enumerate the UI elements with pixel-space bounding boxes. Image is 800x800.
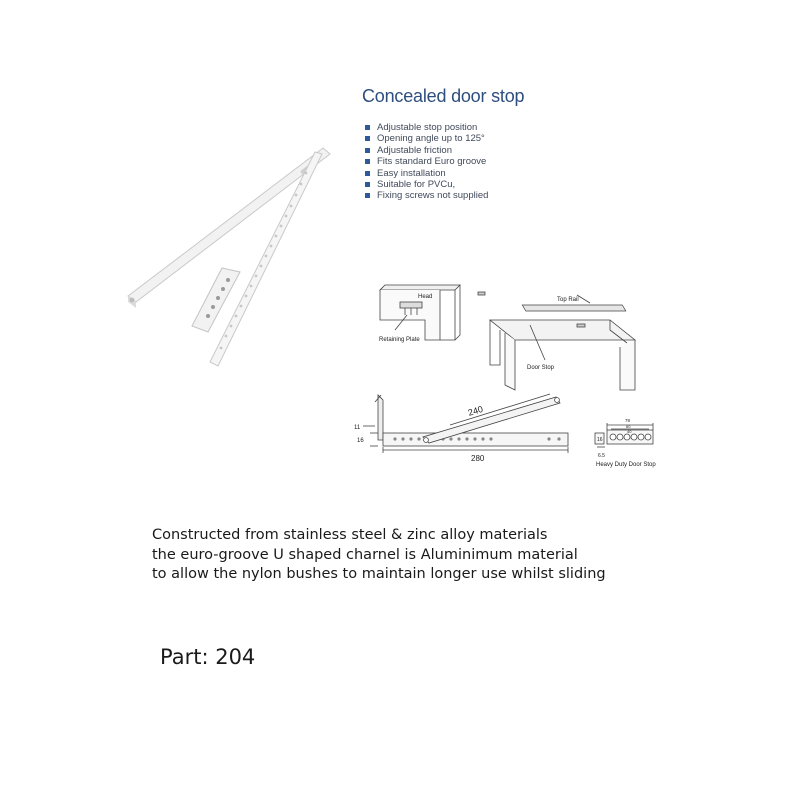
feature-item: Fixing screws not supplied: [365, 190, 488, 201]
feature-list: [365, 122, 488, 202]
feature-item: Adjustable stop position: [365, 122, 488, 133]
dim-60: 60: [626, 424, 631, 429]
description-line: to allow the nylon bushes to maintain longer use whilst sliding: [152, 566, 606, 582]
installation-diagram: [345, 275, 680, 475]
bullet-icon: [365, 148, 370, 153]
dim-6-5: 6.5: [598, 453, 605, 459]
feature-item: Easy installation: [365, 168, 488, 179]
product-title: Concealed door stop: [362, 86, 525, 106]
euro-groove-channel: [210, 152, 322, 366]
product-description: [152, 526, 606, 585]
part-number: Part: 204: [160, 645, 256, 669]
description-line: the euro-groove U shaped charnel is Aluminimum material: [152, 546, 578, 563]
feature-item: Fits standard Euro groove: [365, 156, 488, 167]
dim-16b: 16: [597, 437, 603, 443]
bullet-icon: [365, 171, 370, 176]
dim-11: 11: [354, 425, 361, 431]
dim-78: 78: [625, 418, 631, 423]
dim-40: 40: [627, 429, 632, 434]
bullet-icon: [365, 125, 370, 130]
feature-item: Opening angle up to 125°: [365, 133, 488, 144]
product-photo: [110, 140, 340, 380]
bullet-icon: [365, 159, 370, 164]
bullet-icon: [365, 136, 370, 141]
label-head: Head: [418, 294, 433, 300]
label-heavy-duty: Heavy Duty Door Stop: [596, 462, 656, 468]
dim-arm-length: 240: [466, 403, 485, 418]
label-top-rail: Top Rail: [557, 297, 579, 303]
feature-item: Suitable for PVCu,: [365, 179, 488, 190]
dim-channel-length: 280: [471, 454, 485, 463]
bullet-icon: [365, 193, 370, 198]
feature-item: Adjustable friction: [365, 145, 488, 156]
dim-16: 16: [357, 438, 364, 444]
label-retaining-plate: Retaining Plate: [379, 337, 420, 343]
label-door-stop: Door Stop: [527, 365, 555, 371]
bullet-icon: [365, 182, 370, 187]
description-line: Constructed from stainless steel & zinc alloy materials: [152, 527, 548, 543]
